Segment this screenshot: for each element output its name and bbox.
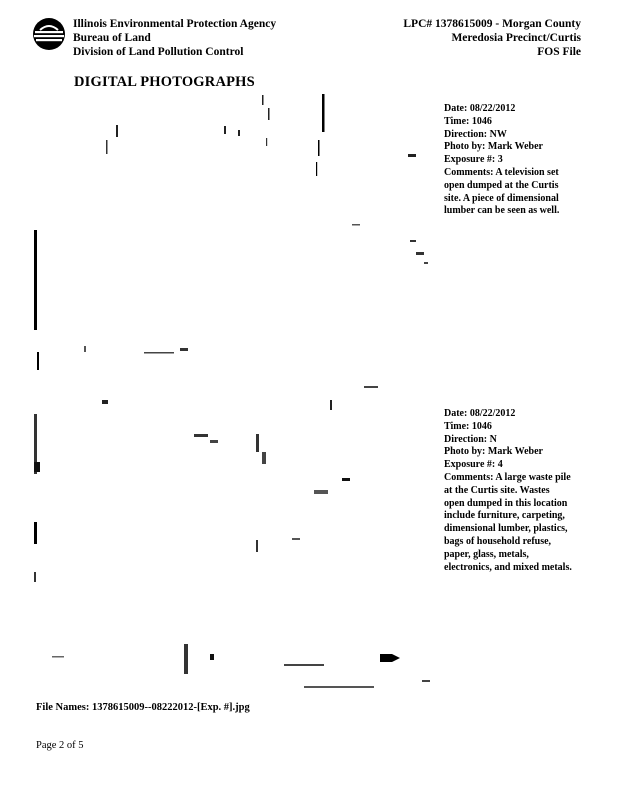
photograph-2 (34, 392, 434, 692)
photograph-1 (34, 90, 434, 390)
lpc-number: LPC# 1378615009 - Morgan County (403, 18, 581, 30)
photo-2-details (444, 408, 584, 574)
bureau-name: Bureau of Land (73, 32, 151, 44)
agency-header (73, 17, 276, 59)
photo-1-exposure: Exposure #: 3 (444, 154, 503, 166)
illinois-epa-logo (32, 17, 66, 51)
page-title: DIGITAL PHOTOGRAPHS (74, 74, 255, 90)
precinct: Meredosia Precinct/Curtis (451, 32, 581, 44)
photo-2-direction: Direction: N (444, 433, 497, 445)
photo-2-date: Date: 08/22/2012 (444, 408, 516, 419)
photo-1-direction: Direction: NW (444, 128, 507, 140)
photo-2-photographer: Photo by: Mark Weber (444, 446, 543, 458)
file-names-caption: File Names: 1378615009--08222012-[Exp. #].jpg (36, 702, 250, 713)
agency-name: Illinois Environmental Protection Agency (73, 18, 277, 30)
photo-2-time: Time: 1046 (444, 420, 492, 432)
photo-1-date: Date: 08/22/2012 (444, 103, 516, 114)
photo-1-photographer: Photo by: Mark Weber (444, 141, 543, 153)
file-type: FOS File (537, 46, 581, 58)
division-name: Division of Land Pollution Control (73, 46, 244, 58)
photo-2-comments: Comments: A large waste pile at the Curtis site. Wastes open dumped in this location include furniture, carpeting, dimensional lumber, plastics, bags of household refuse, paper, glass, metals, electronics, and mixed metals. (444, 471, 572, 573)
page-number: Page 2 of 5 (36, 740, 84, 751)
site-header (403, 17, 581, 59)
photo-1-time: Time: 1046 (444, 115, 492, 127)
photo-2-exposure: Exposure #: 4 (444, 459, 503, 471)
photo-1-comments: Comments: A television set open dumped at the Curtis site. A piece of dimensional lumber can be seen as well. (444, 166, 560, 217)
photo-1-details (444, 103, 584, 218)
